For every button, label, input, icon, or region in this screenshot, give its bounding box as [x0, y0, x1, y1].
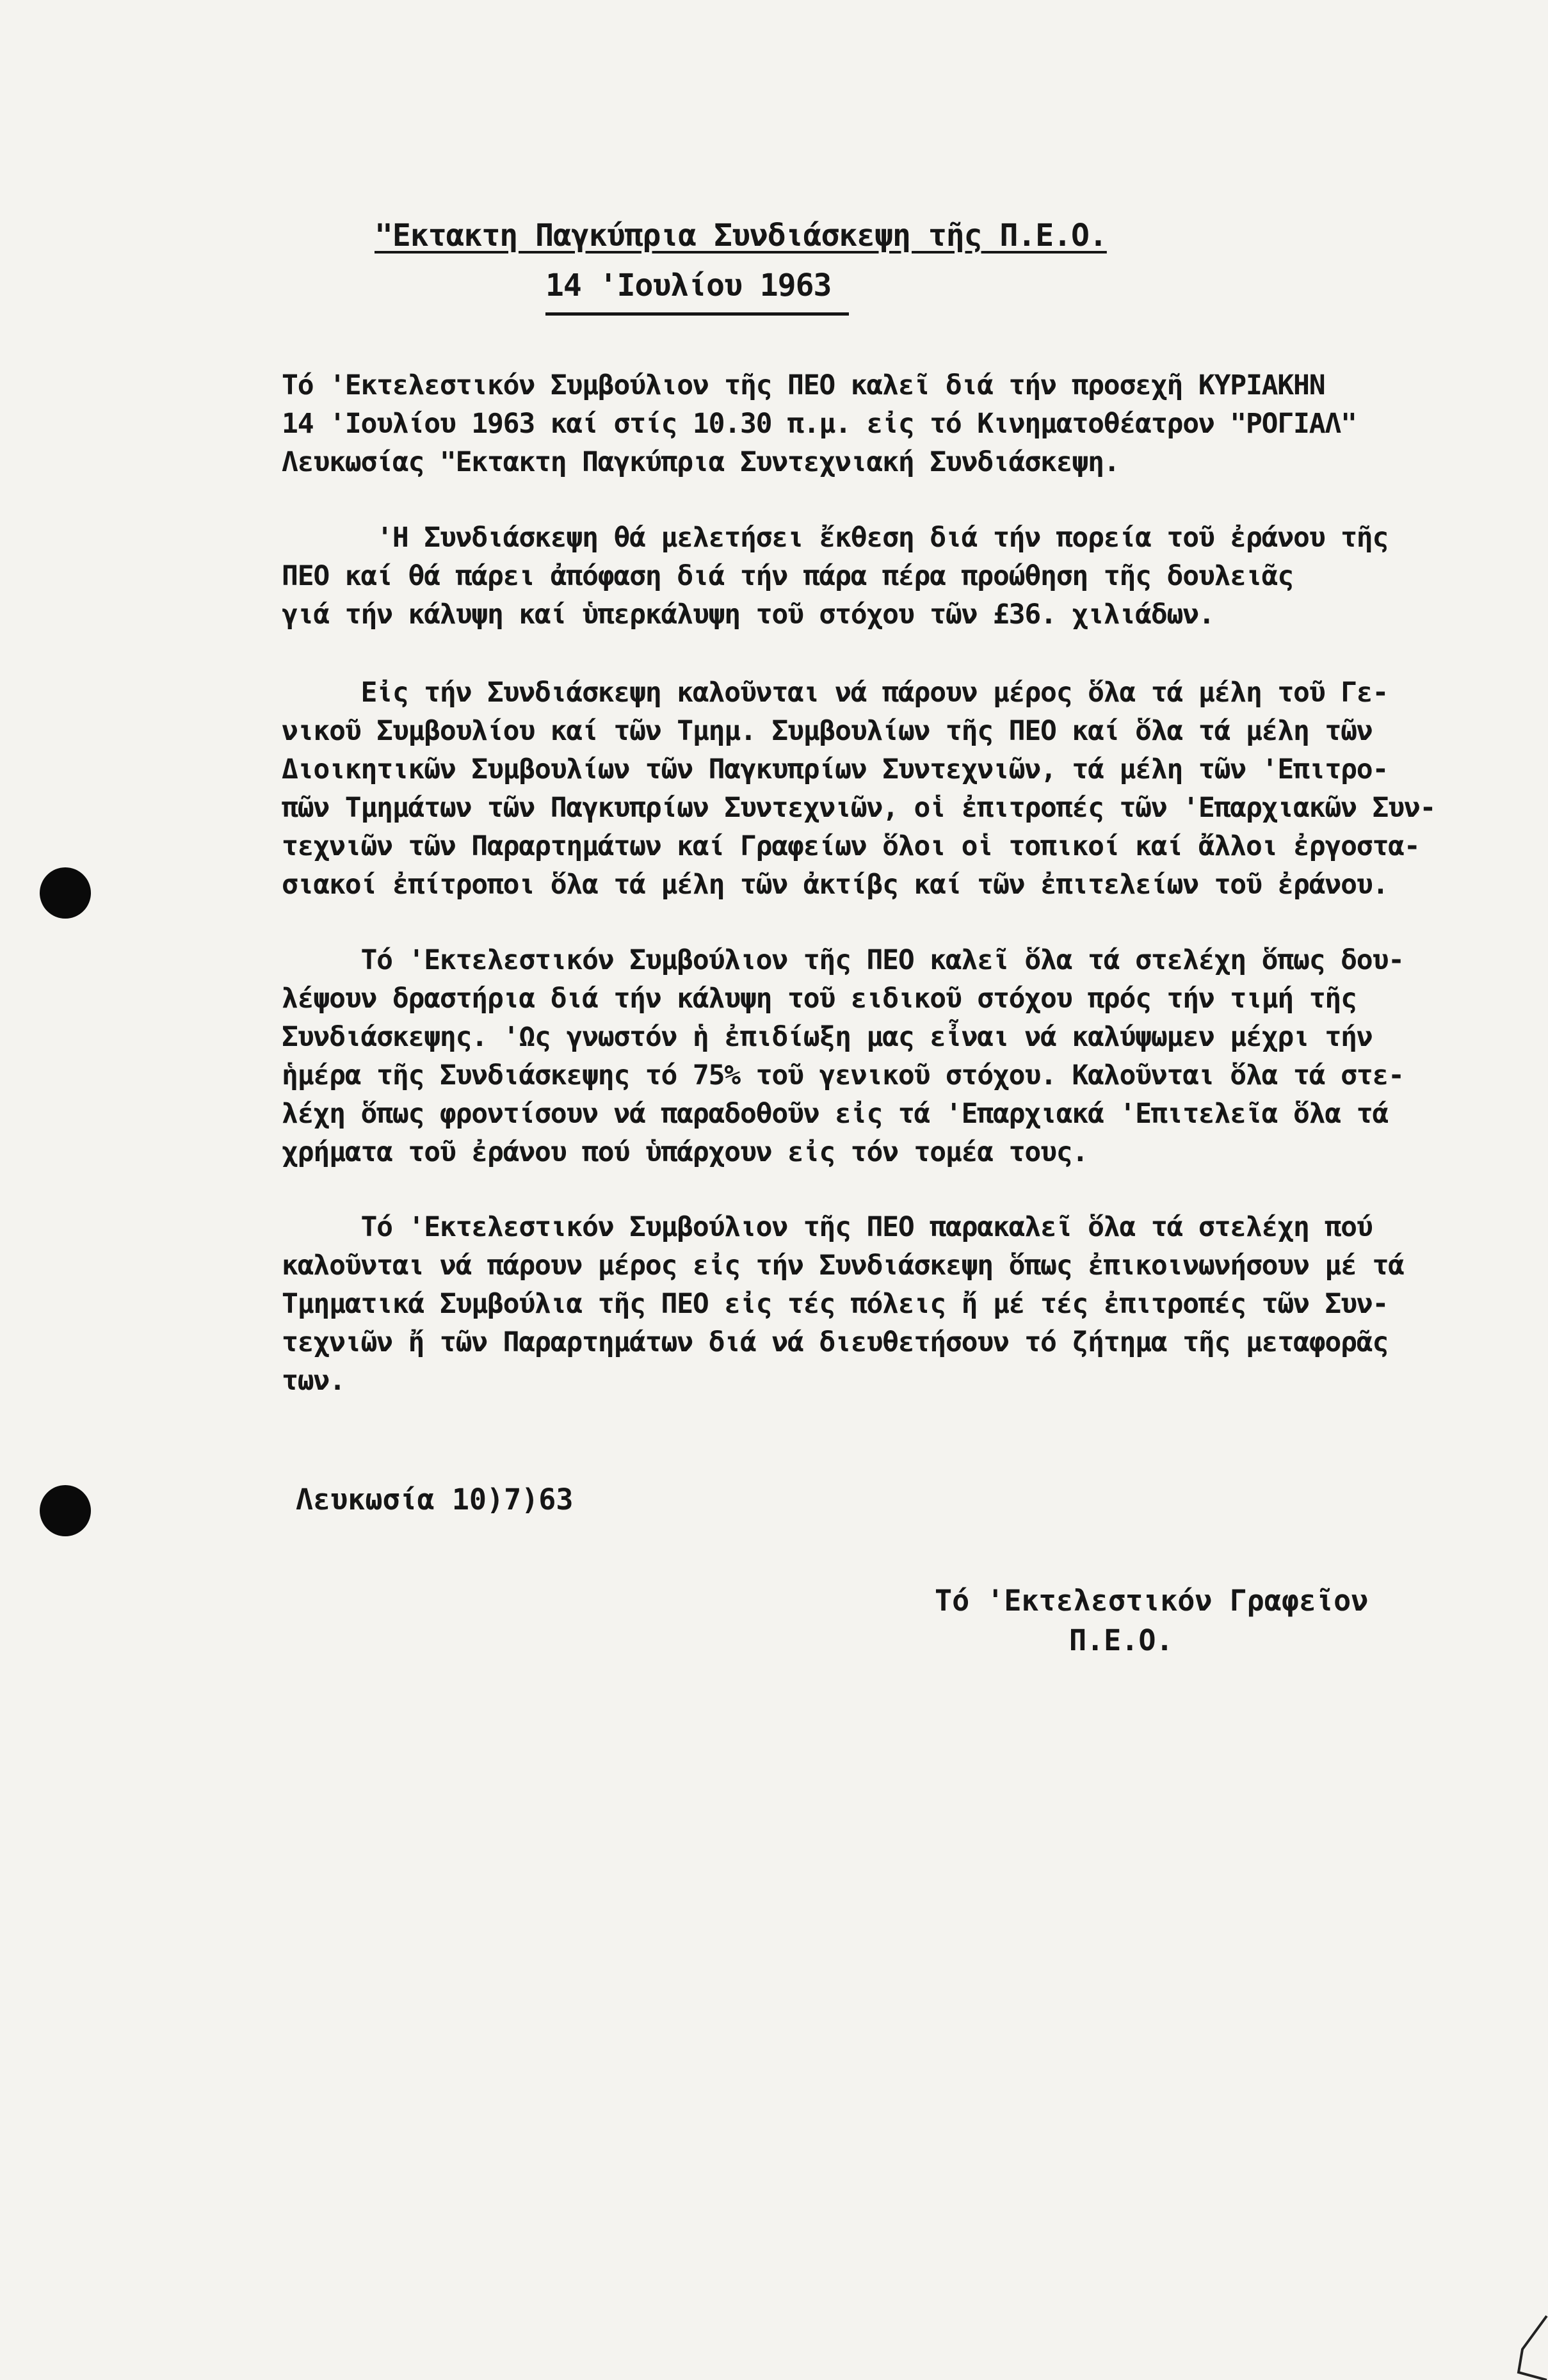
text-line: τεχνιῶν τῶν Παραρτημάτων καί Γραφείων ὅλοι οἱ τοπικοί καί ἄλλοι ἐργοστα-	[282, 830, 1420, 862]
text-line: Εἰς τήν Συνδιάσκεψη καλοῦνται νά πάρουν μέρος ὅλα τά μέλη τοῦ Γε-	[282, 677, 1389, 709]
text-line: Διοικητικῶν Συμβουλίων τῶν Παγκυπρίων Συντεχνιῶν, τά μέλη τῶν 'Επιτρο-	[282, 753, 1389, 785]
text-line: χρήματα τοῦ ἐράνου πού ὑπάρχουν εἰς τόν τομέα τους.	[282, 1136, 1088, 1168]
text-line: πῶν Τμημάτων τῶν Παγκυπρίων Συντεχνιῶν, οἱ ἐπιτροπές τῶν 'Επαρχιακῶν Συν-	[282, 792, 1436, 824]
meeting-date: 14 'Ιουλίου 1963	[545, 268, 832, 303]
text-line: καλοῦνται νά πάρουν μέρος εἰς τήν Συνδιάσκεψη ὅπως ἐπικοινωνήσουν μέ τά	[282, 1250, 1404, 1282]
text-line: τεχνιῶν ἤ τῶν Παραρτημάτων διά νά διευθετήσουν τό ζήτημα τῆς μεταφορᾶς	[282, 1326, 1389, 1358]
signature-org: Π.Ε.Ο.	[1069, 1623, 1173, 1657]
text-line: Τμηματικά Συμβούλια τῆς ΠΕΟ εἰς τές πόλεις ἤ μέ τές ἐπιτροπές τῶν Συν-	[282, 1288, 1389, 1320]
date-underline	[545, 312, 849, 316]
text-line: γιά τήν κάλυψη καί ὑπερκάλυψη τοῦ στόχου τῶν £36. χιλιάδων.	[282, 599, 1214, 631]
signature-line: Τό 'Εκτελεστικόν Γραφεῖον	[935, 1584, 1369, 1618]
text-line: Τό 'Εκτελεστικόν Συμβούλιον τῆς ΠΕΟ καλεῖ διά τήν προσεχῆ ΚΥΡΙΑΚΗΝ	[282, 369, 1325, 401]
text-line: των.	[282, 1365, 345, 1397]
paragraph-5	[282, 1208, 1479, 1400]
text-line: Λευκωσίας "Εκτακτη Παγκύπρια Συντεχνιακή Συνδιάσκεψη.	[282, 446, 1120, 478]
signature-block	[935, 1581, 1368, 1660]
text-line: ἡμέρα τῆς Συνδιάσκεψης τό 75% τοῦ γενικοῦ στόχου. Καλοῦνται ὅλα τά στε-	[282, 1059, 1404, 1091]
text-line: νικοῦ Συμβουλίου καί τῶν Τμημ. Συμβουλίων τῆς ΠΕΟ καί ὅλα τά μέλη τῶν	[282, 715, 1373, 747]
document-title: "Εκτακτη Παγκύπρια Συνδιάσκεψη τῆς Π.Ε.Ο.	[375, 218, 1107, 253]
paragraph-4	[282, 941, 1479, 1171]
text-line: 'Η Συνδιάσκεψη θά μελετήσει ἔκθεση διά τήν πορεία τοῦ ἐράνου τῆς	[282, 522, 1389, 554]
text-line: λέχη ὅπως φροντίσουν νά παραδοθοῦν εἰς τά 'Επαρχιακά 'Επιτελεῖα ὅλα τά	[282, 1098, 1389, 1130]
text-line: ΠΕΟ καί θά πάρει ἀπόφαση διά τήν πάρα πέρα προώθηση τῆς δουλειᾶς	[282, 560, 1294, 592]
text-line: Τό 'Εκτελεστικόν Συμβούλιον τῆς ΠΕΟ καλεῖ ὅλα τά στελέχη ὅπως δου-	[282, 944, 1404, 976]
punch-hole	[40, 867, 91, 919]
paragraph-2	[282, 519, 1479, 634]
paragraph-3	[282, 673, 1479, 904]
text-line: σιακοί ἐπίτροποι ὅλα τά μέλη τῶν ἀκτίβς καί τῶν ἐπιτελείων τοῦ ἐράνου.	[282, 869, 1389, 901]
text-line: λέψουν δραστήρια διά τήν κάλυψη τοῦ ειδικοῦ στόχου πρός τήν τιμή τῆς	[282, 983, 1357, 1015]
punch-hole	[40, 1485, 91, 1536]
place-date: Λευκωσία 10)7)63	[296, 1483, 574, 1516]
text-line: Τό 'Εκτελεστικόν Συμβούλιον τῆς ΠΕΟ παρακαλεῖ ὅλα τά στελέχη πού	[282, 1211, 1373, 1243]
paragraph-1	[282, 366, 1479, 481]
text-line: Συνδιάσκεψης. 'Ως γνωστόν ἡ ἐπιδίωξη μας εἶναι νά καλύψωμεν μέχρι τήν	[282, 1021, 1373, 1053]
text-line: 14 'Ιουλίου 1963 καί στίς 10.30 π.μ. εἰς τό Κινηματοθέατρον "ΡΟΓΙΑΛ"	[282, 408, 1357, 440]
scan-edge-mark	[1503, 2311, 1548, 2380]
